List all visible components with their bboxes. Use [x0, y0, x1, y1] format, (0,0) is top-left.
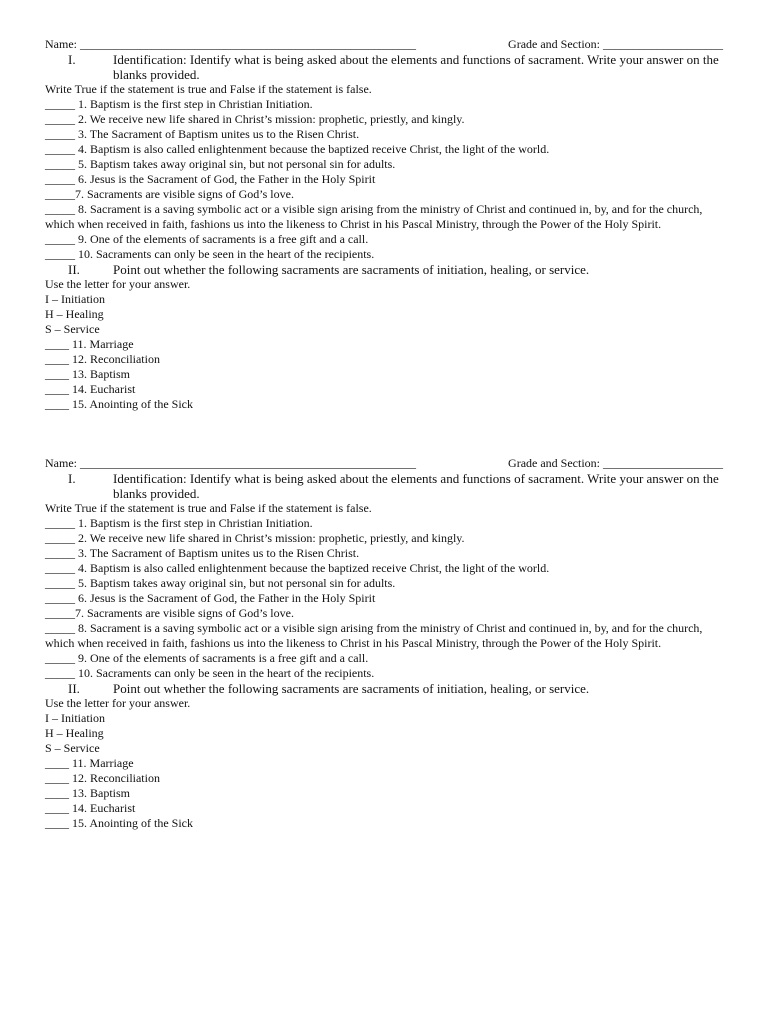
true-false-item: _____ 5. Baptism takes away original sin, but not personal sin for adults.	[45, 157, 396, 171]
grade-section-field: Grade and Section: ____________________	[508, 456, 723, 470]
name-field: Name: ________________________________________________________	[45, 37, 416, 51]
sacrament-item: ____ 11. Marriage	[45, 337, 134, 351]
true-false-item: _____ 6. Jesus is the Sacrament of God, the Father in the Holy Spirit	[45, 591, 376, 605]
sacrament-item: ____ 14. Eucharist	[45, 801, 136, 815]
section-2-title: Point out whether the following sacraments are sacraments of initiation, healing, or service.	[113, 681, 590, 696]
section-1-heading	[45, 471, 725, 501]
letter-legend-item: I – Initiation	[45, 711, 105, 725]
letter-legend-item: S – Service	[45, 322, 100, 336]
true-false-item: _____ 3. The Sacrament of Baptism unites us to the Risen Christ.	[45, 127, 360, 141]
true-false-item: _____ 6. Jesus is the Sacrament of God, the Father in the Holy Spirit	[45, 172, 376, 186]
sacrament-item: ____ 15. Anointing of the Sick	[45, 397, 193, 411]
sacrament-item: ____ 13. Baptism	[45, 367, 131, 381]
section-2-heading	[45, 681, 725, 696]
section-1-title: Identification: Identify what is being asked about the elements and functions of sacrament. Write your answer on the blanks provided.	[113, 471, 719, 501]
section-1-instruction: Write True if the statement is true and False if the statement is false.	[45, 82, 372, 96]
sacrament-item: ____ 12. Reconciliation	[45, 771, 160, 785]
section-2-instruction: Use the letter for your answer.	[45, 277, 191, 291]
letter-legend-item: H – Healing	[45, 726, 104, 740]
true-false-item: _____ 10. Sacraments can only be seen in the heart of the recipients.	[45, 247, 375, 261]
section-2-numeral: II.	[68, 681, 80, 696]
section-2-heading	[45, 262, 725, 277]
true-false-item: _____ 4. Baptism is also called enlightenment because the baptized receive Christ, the light of the world.	[45, 142, 550, 156]
true-false-item: _____ 5. Baptism takes away original sin, but not personal sin for adults.	[45, 576, 396, 590]
true-false-item: _____ 9. One of the elements of sacraments is a free gift and a call.	[45, 232, 369, 246]
true-false-item: _____ 4. Baptism is also called enlightenment because the baptized receive Christ, the light of the world.	[45, 561, 550, 575]
sacrament-item: ____ 12. Reconciliation	[45, 352, 160, 366]
worksheet-copy-2	[45, 456, 725, 831]
letter-legend-item: S – Service	[45, 741, 100, 755]
section-1-instruction: Write True if the statement is true and False if the statement is false.	[45, 501, 372, 515]
true-false-item: _____ 2. We receive new life shared in Christ’s mission: prophetic, priestly, and kingly.	[45, 531, 465, 545]
section-1-title: Identification: Identify what is being asked about the elements and functions of sacrament. Write your answer on the blanks provided.	[113, 52, 719, 82]
sacrament-item: ____ 15. Anointing of the Sick	[45, 816, 193, 830]
section-1-heading	[45, 52, 725, 82]
section-2-title: Point out whether the following sacraments are sacraments of initiation, healing, or service.	[113, 262, 590, 277]
true-false-item: _____ 8. Sacrament is a saving symbolic act or a visible sign arising from the ministry of Christ and continued in, by, and for the church, which when received in faith, fashions us into the likeness to Christ in his Pascal Ministry, through the Power of the Holy Spirit.	[45, 621, 703, 650]
letter-legend-item: I – Initiation	[45, 292, 105, 306]
name-field: Name: ________________________________________________________	[45, 456, 416, 470]
section-2-numeral: II.	[68, 262, 80, 277]
true-false-item: _____ 2. We receive new life shared in Christ’s mission: prophetic, priestly, and kingly.	[45, 112, 465, 126]
true-false-item: _____ 10. Sacraments can only be seen in the heart of the recipients.	[45, 666, 375, 680]
letter-legend-item: H – Healing	[45, 307, 104, 321]
sacrament-item: ____ 13. Baptism	[45, 786, 131, 800]
name-grade-row	[45, 456, 725, 471]
grade-section-field: Grade and Section: ____________________	[508, 37, 723, 51]
worksheet-copy-1	[45, 37, 725, 412]
section-1-numeral: I.	[68, 471, 76, 486]
true-false-item: _____7. Sacraments are visible signs of God’s love.	[45, 187, 294, 201]
true-false-item: _____ 9. One of the elements of sacraments is a free gift and a call.	[45, 651, 369, 665]
true-false-item: _____7. Sacraments are visible signs of God’s love.	[45, 606, 294, 620]
true-false-item: _____ 8. Sacrament is a saving symbolic act or a visible sign arising from the ministry of Christ and continued in, by, and for the church, which when received in faith, fashions us into the likeness to Christ in his Pascal Ministry, through the Power of the Holy Spirit.	[45, 202, 703, 231]
sacrament-item: ____ 11. Marriage	[45, 756, 134, 770]
true-false-item: _____ 1. Baptism is the first step in Christian Initiation.	[45, 97, 313, 111]
name-grade-row	[45, 37, 725, 52]
section-2-instruction: Use the letter for your answer.	[45, 696, 191, 710]
true-false-item: _____ 1. Baptism is the first step in Christian Initiation.	[45, 516, 313, 530]
true-false-item: _____ 3. The Sacrament of Baptism unites us to the Risen Christ.	[45, 546, 360, 560]
section-1-numeral: I.	[68, 52, 76, 67]
sacrament-item: ____ 14. Eucharist	[45, 382, 136, 396]
